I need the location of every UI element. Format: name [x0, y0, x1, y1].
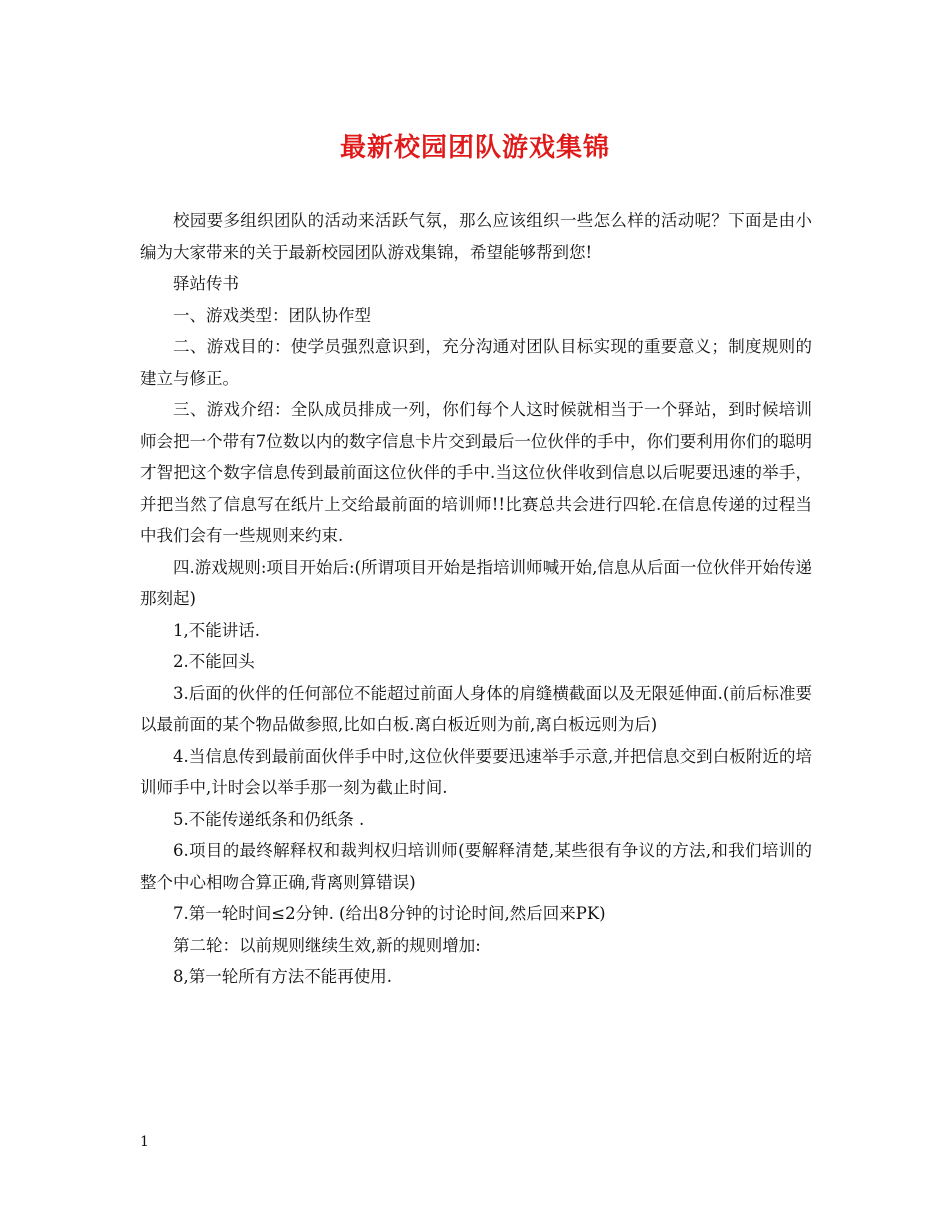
paragraph-game-type: 一、游戏类型：团队协作型 — [173, 305, 371, 325]
paragraph-game-intro: 三、游戏介绍：全队成员排成一列，你们每个人这时候就相当于一个驿站，到时候培训师会把一个带有7位数以内的数字信息卡片交到最后一位伙伴的手中，你们要利用你们的聪明才智把这个数字信息传到最前面这位伙伴的手中.当这位伙伴收到信息以后呢要迅速的举手，并把当然了信息写在纸片上交给最前面的培训师!!比赛总共会进行四轮.在信息传递的过程当中我们会有一些规则来约束. — [140, 400, 812, 545]
paragraph-rule-6: 6.项目的最终解释权和裁判权归培训师(要解释清楚,某些很有争议的方法,和我们培训的整个中心相吻合算正确,背离则算错误) — [140, 841, 812, 892]
paragraph-intro: 校园要多组织团队的活动来活跃气氛，那么应该组织一些怎么样的活动呢？下面是由小编为大家带来的关于最新校园团队游戏集锦，希望能够帮到您! — [140, 211, 812, 262]
paragraph-round-two: 第二轮：以前规则继续生效,新的规则增加: — [173, 935, 481, 955]
paragraph-rule-2: 2.不能回头 — [173, 652, 255, 671]
document-body — [140, 205, 812, 993]
paragraph-rule-8: 8,第一轮所有方法不能再使用. — [173, 967, 392, 986]
paragraph-rule-3: 3.后面的伙伴的任何部位不能超过前面人身体的肩缝横截面以及无限延伸面.(前后标准要以最前面的某个物品做参照,比如白板.离白板近则为前,离白板远则为后) — [140, 683, 812, 734]
page-title: 最新校园团队游戏集锦 — [339, 133, 610, 163]
paragraph-game-purpose: 二、游戏目的：使学员强烈意识到，充分沟通对团队目标实现的重要意义；制度规则的建立与修正。 — [140, 337, 812, 388]
paragraph-game-name: 驿站传书 — [173, 274, 239, 293]
paragraph-rule-7: 7.第一轮时间≤2分钟. (给出8分钟的讨论时间,然后回来PK) — [173, 904, 606, 923]
page-number: 1 — [140, 1134, 149, 1150]
paragraph-rule-1: 1,不能讲话. — [173, 620, 260, 640]
paragraph-game-rules: 四.游戏规则:项目开始后:(所谓项目开始是指培训师喊开始,信息从后面一位伙伴开始传递那刻起) — [140, 557, 812, 608]
paragraph-rule-5: 5.不能传递纸条和仍纸条 . — [173, 809, 365, 829]
paragraph-rule-4: 4.当信息传到最前面伙伴手中时,这位伙伴要要迅速举手示意,并把信息交到白板附近的培训师手中,计时会以举手那一刻为截止时间. — [140, 746, 812, 797]
